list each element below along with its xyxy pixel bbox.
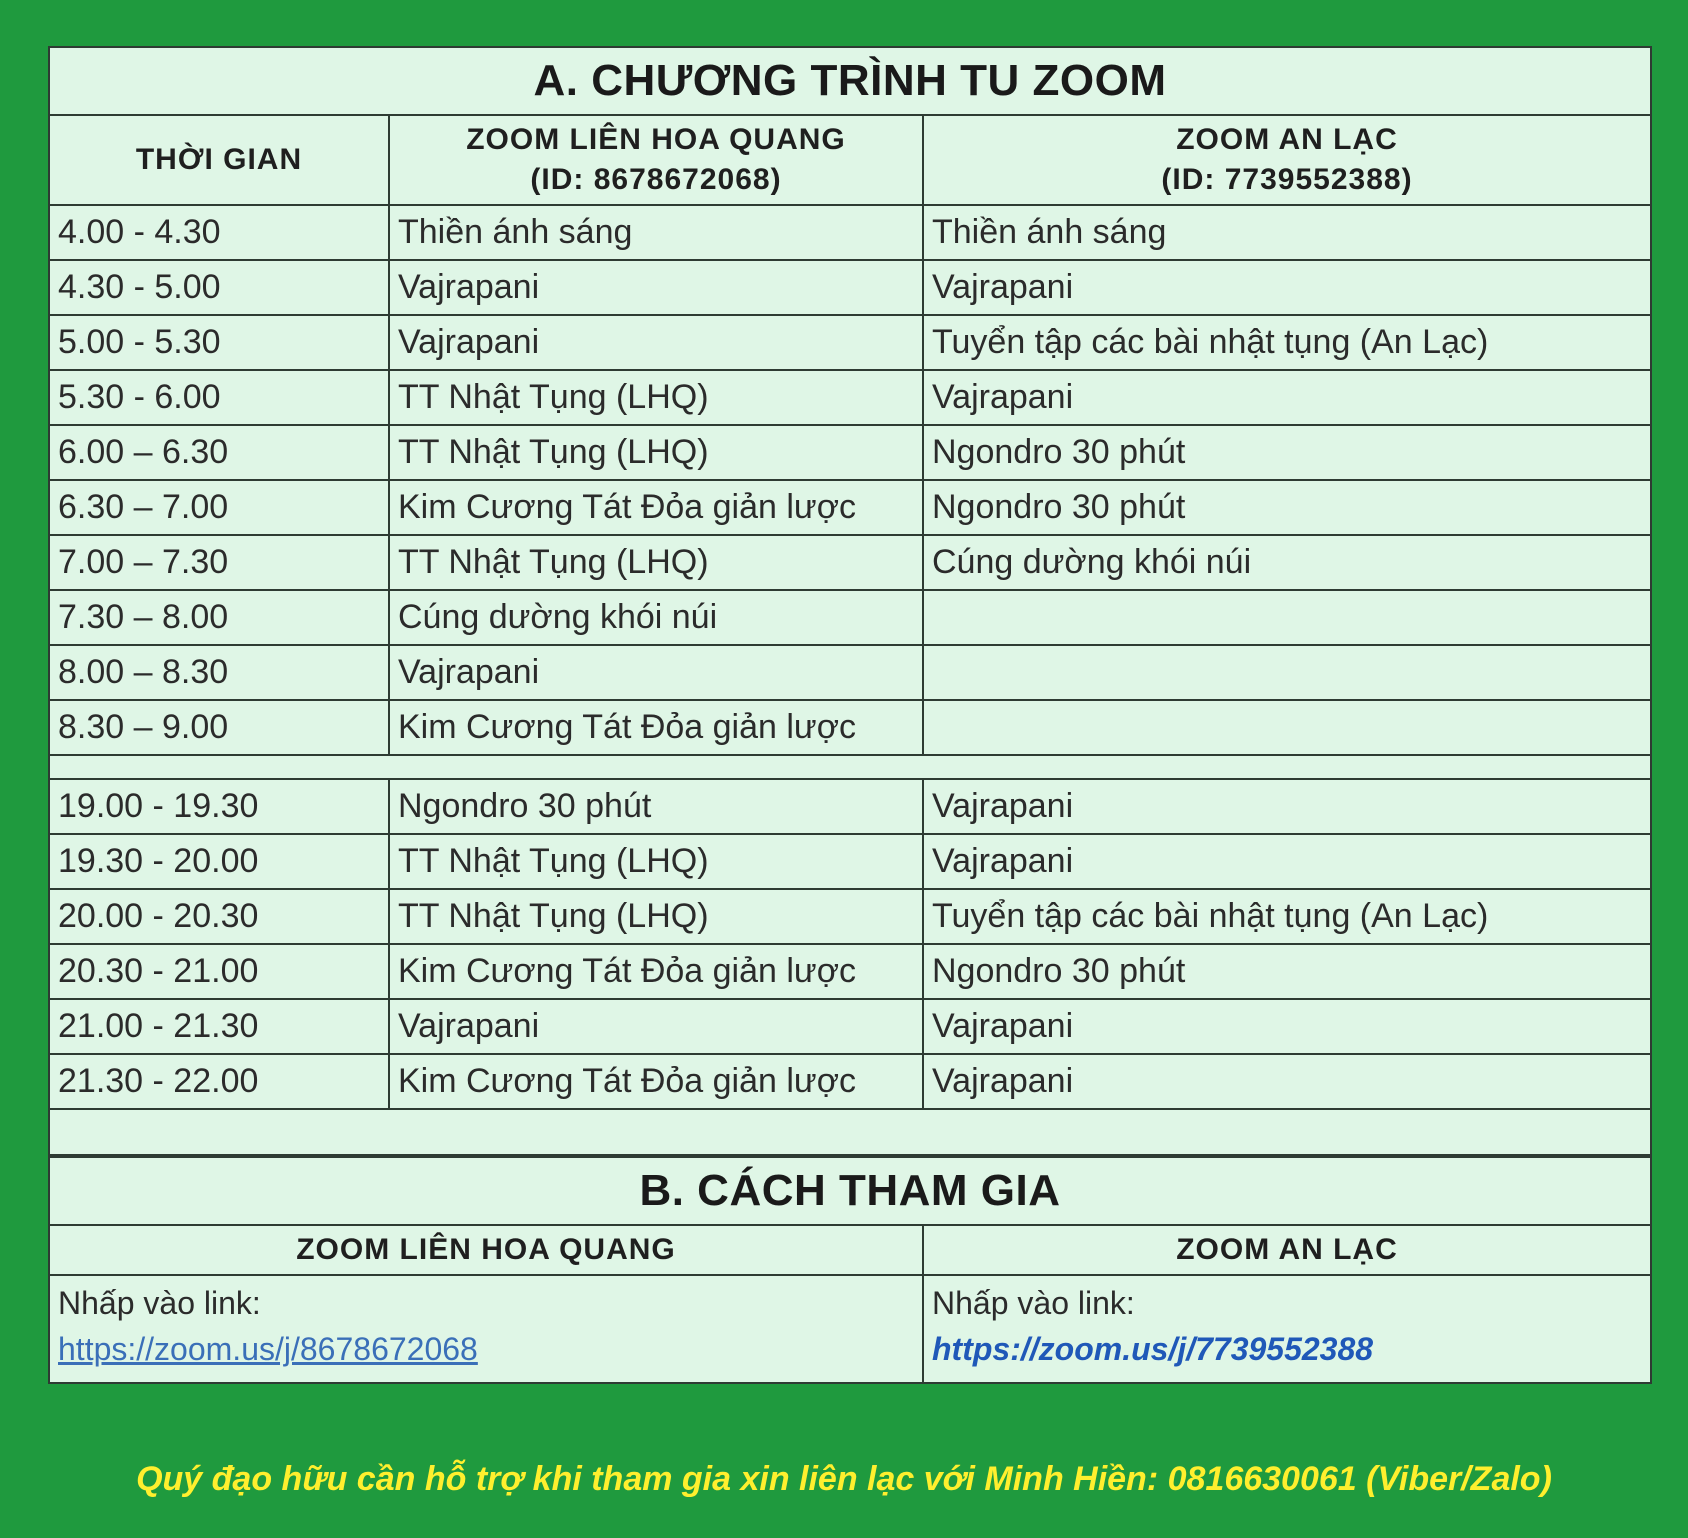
support-contact-note: Quý đạo hữu cần hỗ trợ khi tham gia xin liên lạc với Minh Hiền: 0816630061 (Viber/Zalo): [136, 1460, 1552, 1498]
time-cell: 21.00 - 21.30: [49, 999, 389, 1054]
al-cell: Vajrapani: [923, 834, 1651, 889]
join-table: [48, 1156, 1652, 1384]
table-gap: [49, 1109, 1651, 1155]
lhq-cell: Vajrapani: [389, 645, 923, 700]
lhq-cell: Kim Cương Tát Đỏa giản lược: [389, 944, 923, 999]
time-cell: 5.00 - 5.30: [49, 315, 389, 370]
time-cell: 19.30 - 20.00: [49, 834, 389, 889]
al-cell: Vajrapani: [923, 260, 1651, 315]
al-cell: Ngondro 30 phút: [923, 944, 1651, 999]
header-time: THỜI GIAN: [49, 115, 389, 205]
table-row: [49, 370, 1651, 425]
header-zoom-al-name: ZOOM AN LẠC: [1176, 123, 1398, 156]
lhq-cell: Cúng dường khói núi: [389, 590, 923, 645]
lhq-cell: TT Nhật Tụng (LHQ): [389, 425, 923, 480]
al-cell: [923, 590, 1651, 645]
lhq-cell: Vajrapani: [389, 999, 923, 1054]
al-cell: Vajrapani: [923, 370, 1651, 425]
time-cell: 7.30 – 8.00: [49, 590, 389, 645]
al-cell: Tuyển tập các bài nhật tụng (An Lạc): [923, 889, 1651, 944]
lhq-cell: TT Nhật Tụng (LHQ): [389, 834, 923, 889]
lhq-cell: Vajrapani: [389, 260, 923, 315]
time-cell: 4.30 - 5.00: [49, 260, 389, 315]
time-cell: 6.30 – 7.00: [49, 480, 389, 535]
lhq-cell: Kim Cương Tát Đỏa giản lược: [389, 1054, 923, 1109]
al-cell: Cúng dường khói núi: [923, 535, 1651, 590]
lhq-cell: Kim Cương Tát Đỏa giản lược: [389, 480, 923, 535]
al-cell: Vajrapani: [923, 1054, 1651, 1109]
header-zoom-al-id: (ID: 7739552388): [1161, 163, 1413, 196]
table-row: [49, 260, 1651, 315]
schedule-sheet: [48, 46, 1650, 1384]
table-row: [49, 700, 1651, 755]
time-cell: 6.00 – 6.30: [49, 425, 389, 480]
table-row: [49, 645, 1651, 700]
time-cell: 5.30 - 6.00: [49, 370, 389, 425]
table-row: [49, 535, 1651, 590]
schedule-table: [48, 46, 1652, 1156]
join-header-al: ZOOM AN LẠC: [923, 1225, 1651, 1275]
time-cell: 7.00 – 7.30: [49, 535, 389, 590]
header-zoom-lhq-id: (ID: 8678672068): [530, 163, 782, 196]
table-row: [49, 315, 1651, 370]
section-a-title: A. CHƯƠNG TRÌNH TU ZOOM: [49, 47, 1651, 115]
lhq-cell: Thiền ánh sáng: [389, 205, 923, 260]
al-cell: Ngondro 30 phút: [923, 480, 1651, 535]
join-cell-lhq: [49, 1275, 923, 1383]
table-gap: [49, 755, 1651, 779]
table-row: [49, 425, 1651, 480]
table-row: [49, 779, 1651, 834]
lhq-cell: TT Nhật Tụng (LHQ): [389, 370, 923, 425]
table-row: [49, 1054, 1651, 1109]
zoom-link-lhq[interactable]: https://zoom.us/j/8678672068: [58, 1331, 478, 1367]
join-prompt-lhq: Nhấp vào link:: [58, 1285, 261, 1321]
time-cell: 8.30 – 9.00: [49, 700, 389, 755]
table-row: [49, 480, 1651, 535]
time-cell: 19.00 - 19.30: [49, 779, 389, 834]
al-cell: [923, 700, 1651, 755]
join-header-lhq: ZOOM LIÊN HOA QUANG: [49, 1225, 923, 1275]
time-cell: 20.00 - 20.30: [49, 889, 389, 944]
time-cell: 21.30 - 22.00: [49, 1054, 389, 1109]
join-cell-al: [923, 1275, 1651, 1383]
table-row: [49, 944, 1651, 999]
lhq-cell: Ngondro 30 phút: [389, 779, 923, 834]
header-zoom-al: [923, 115, 1651, 205]
join-prompt-al: Nhấp vào link:: [932, 1285, 1135, 1321]
header-zoom-lhq: [389, 115, 923, 205]
table-row: [49, 999, 1651, 1054]
al-cell: Thiền ánh sáng: [923, 205, 1651, 260]
al-cell: Vajrapani: [923, 779, 1651, 834]
lhq-cell: Kim Cương Tát Đỏa giản lược: [389, 700, 923, 755]
lhq-cell: TT Nhật Tụng (LHQ): [389, 889, 923, 944]
section-b-title: B. CÁCH THAM GIA: [49, 1157, 1651, 1225]
table-row: [49, 834, 1651, 889]
header-zoom-lhq-name: ZOOM LIÊN HOA QUANG: [466, 123, 846, 156]
time-cell: 4.00 - 4.30: [49, 205, 389, 260]
table-row: [49, 590, 1651, 645]
al-cell: Vajrapani: [923, 999, 1651, 1054]
lhq-cell: TT Nhật Tụng (LHQ): [389, 535, 923, 590]
table-row: [49, 889, 1651, 944]
al-cell: Tuyển tập các bài nhật tụng (An Lạc): [923, 315, 1651, 370]
lhq-cell: Vajrapani: [389, 315, 923, 370]
al-cell: [923, 645, 1651, 700]
al-cell: Ngondro 30 phút: [923, 425, 1651, 480]
zoom-link-al[interactable]: https://zoom.us/j/7739552388: [932, 1331, 1374, 1367]
time-cell: 8.00 – 8.30: [49, 645, 389, 700]
time-cell: 20.30 - 21.00: [49, 944, 389, 999]
table-row: [49, 205, 1651, 260]
